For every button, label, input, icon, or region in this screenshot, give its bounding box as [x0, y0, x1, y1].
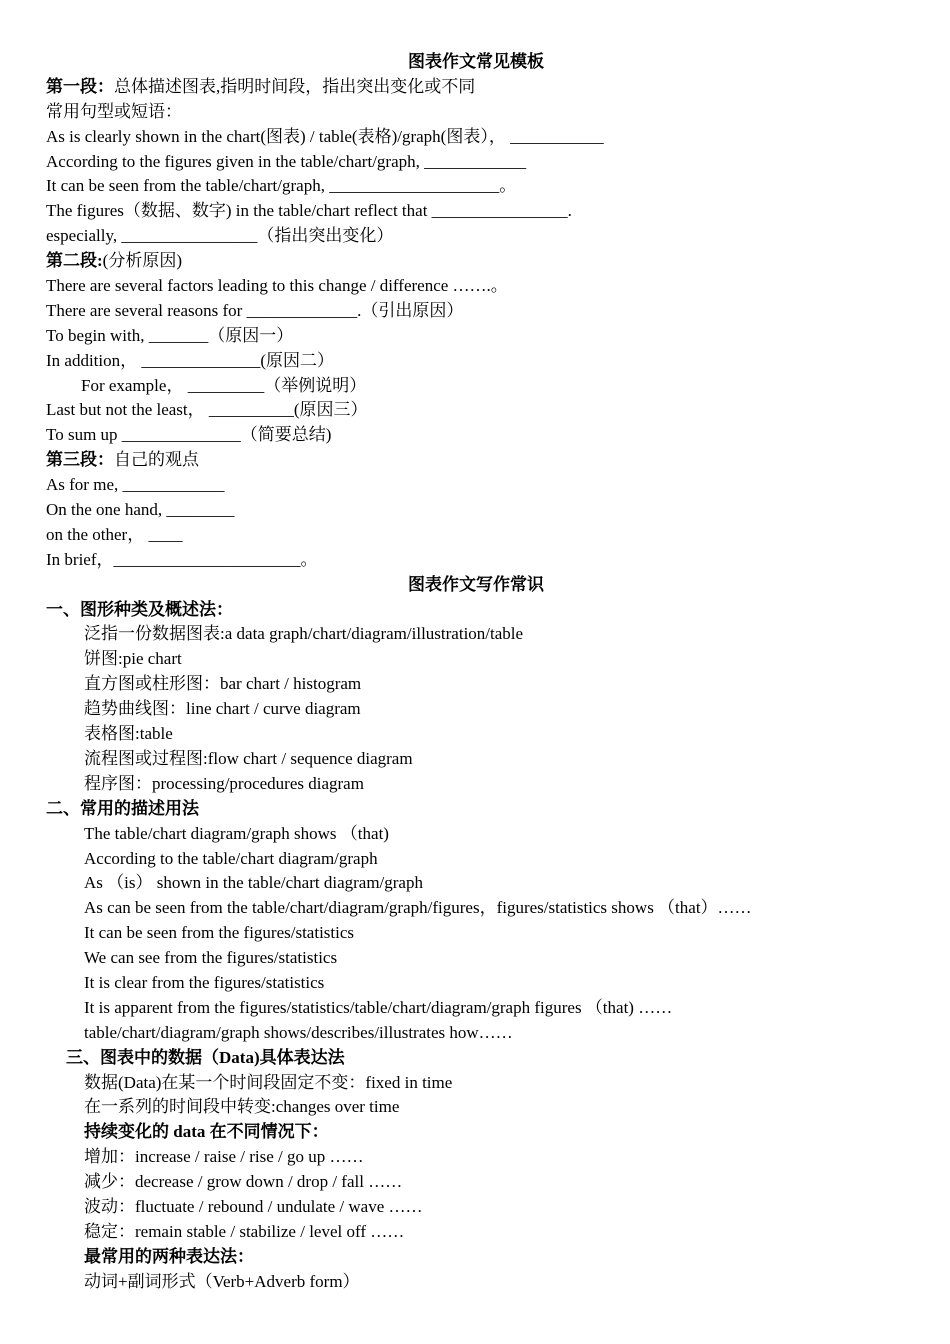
sec3-subheading: 最常用的两种表达法： — [84, 1246, 254, 1266]
sec1-item: 泛指一份数据图表:a data graph/chart/diagram/illustration/table — [84, 624, 524, 644]
sec1-item: 表格图:table — [84, 724, 173, 744]
sec3-item: 数据(Data)在某一个时间段固定不变：fixed in time — [84, 1072, 453, 1092]
sec3-item: 在一系列的时间段中转变:changes over time — [84, 1097, 400, 1117]
sec3-item: 增加：increase / raise / rise / go up …… — [84, 1147, 364, 1167]
sec1-item: 程序图：processing/procedures diagram — [84, 773, 364, 793]
p3-heading-label: 第三段： — [46, 450, 114, 470]
section-2-heading: 二、常用的描述用法 — [46, 798, 199, 818]
sec2-item: According to the table/chart diagram/graph — [84, 848, 378, 868]
p3-line: on the other， ____ — [46, 524, 183, 544]
p1-heading-label: 第一段： — [46, 76, 114, 96]
section-1-heading: 一、图形种类及概述法： — [46, 599, 233, 619]
p3-heading-desc: 自己的观点 — [114, 450, 199, 470]
p1-heading-desc: 总体描述图表,指明时间段，指出突出变化或不同 — [114, 76, 476, 96]
p1-line: especially, ________________（指出突出变化） — [46, 226, 394, 246]
document-page — [46, 50, 906, 1295]
sec3-item: 动词+副词形式（Verb+Adverb form） — [84, 1271, 360, 1291]
p2-line: There are several factors leading to this change / difference …….。 — [46, 276, 508, 296]
paragraph-2-heading — [46, 249, 906, 274]
knowledge-title: 图表作文写作常识 — [408, 574, 544, 594]
section-3-heading: 三、图表中的数据（Data)具体表达法 — [66, 1047, 345, 1067]
sec2-item: The table/chart diagram/graph shows （that) — [84, 823, 389, 843]
sec2-item: table/chart/diagram/graph shows/describes/illustrates how…… — [84, 1022, 513, 1042]
paragraph-3-heading — [46, 448, 906, 473]
sec2-item: As （is） shown in the table/chart diagram/graph — [84, 873, 423, 893]
p2-line: To begin with, _______（原因一） — [46, 325, 294, 345]
p1-line: According to the figures given in the table/chart/graph, ____________ — [46, 151, 527, 171]
common-phrases-label: 常用句型或短语： — [46, 101, 182, 121]
sec1-item: 直方图或柱形图：bar chart / histogram — [84, 674, 362, 694]
paragraph-1-heading — [46, 75, 906, 100]
p2-line: In addition， ______________(原因二） — [46, 350, 335, 370]
template-title: 图表作文常见模板 — [408, 52, 544, 71]
p3-line: As for me, ____________ — [46, 475, 225, 495]
sec2-item: We can see from the figures/statistics — [84, 948, 338, 968]
p1-line: The figures（数据、数字) in the table/chart reflect that ________________. — [46, 201, 572, 221]
p3-line: On the one hand, ________ — [46, 500, 235, 520]
p2-line: There are several reasons for _____________.（引出原因） — [46, 300, 464, 320]
p3-line: In brief，______________________。 — [46, 549, 318, 569]
sec2-item: As can be seen from the table/chart/diagram/graph/figures，figures/statistics shows （that）…… — [84, 898, 752, 918]
p1-line: As is clearly shown in the chart(图表) / table(表格)/graph(图表）， ___________ — [46, 126, 604, 146]
sec2-item: It can be seen from the figures/statistics — [84, 923, 355, 943]
sec2-item: It is apparent from the figures/statistics/table/chart/diagram/graph figures （that) …… — [84, 997, 673, 1017]
sec1-item: 趋势曲线图：line chart / curve diagram — [84, 699, 361, 719]
p2-line: To sum up ______________（简要总结) — [46, 425, 332, 445]
p2-example-line: For example， _________（举例说明） — [81, 375, 367, 395]
sec3-item: 稳定：remain stable / stabilize / level off …… — [84, 1221, 405, 1241]
p2-heading-label: 第二段: — [46, 251, 103, 271]
p2-line: Last but not the least， __________(原因三） — [46, 400, 368, 420]
sec2-item: It is clear from the figures/statistics — [84, 972, 325, 992]
sec1-item: 流程图或过程图:flow chart / sequence diagram — [84, 748, 413, 768]
p1-line: It can be seen from the table/chart/graph, ____________________。 — [46, 176, 517, 196]
p2-heading-desc: (分析原因) — [102, 251, 182, 271]
sec3-item: 减少：decrease / grow down / drop / fall …… — [84, 1172, 403, 1192]
sec3-item: 波动：fluctuate / rebound / undulate / wave …… — [84, 1196, 423, 1216]
sec3-subheading: 持续变化的 data 在不同情况下： — [84, 1122, 329, 1142]
sec1-item: 饼图:pie chart — [84, 649, 182, 669]
